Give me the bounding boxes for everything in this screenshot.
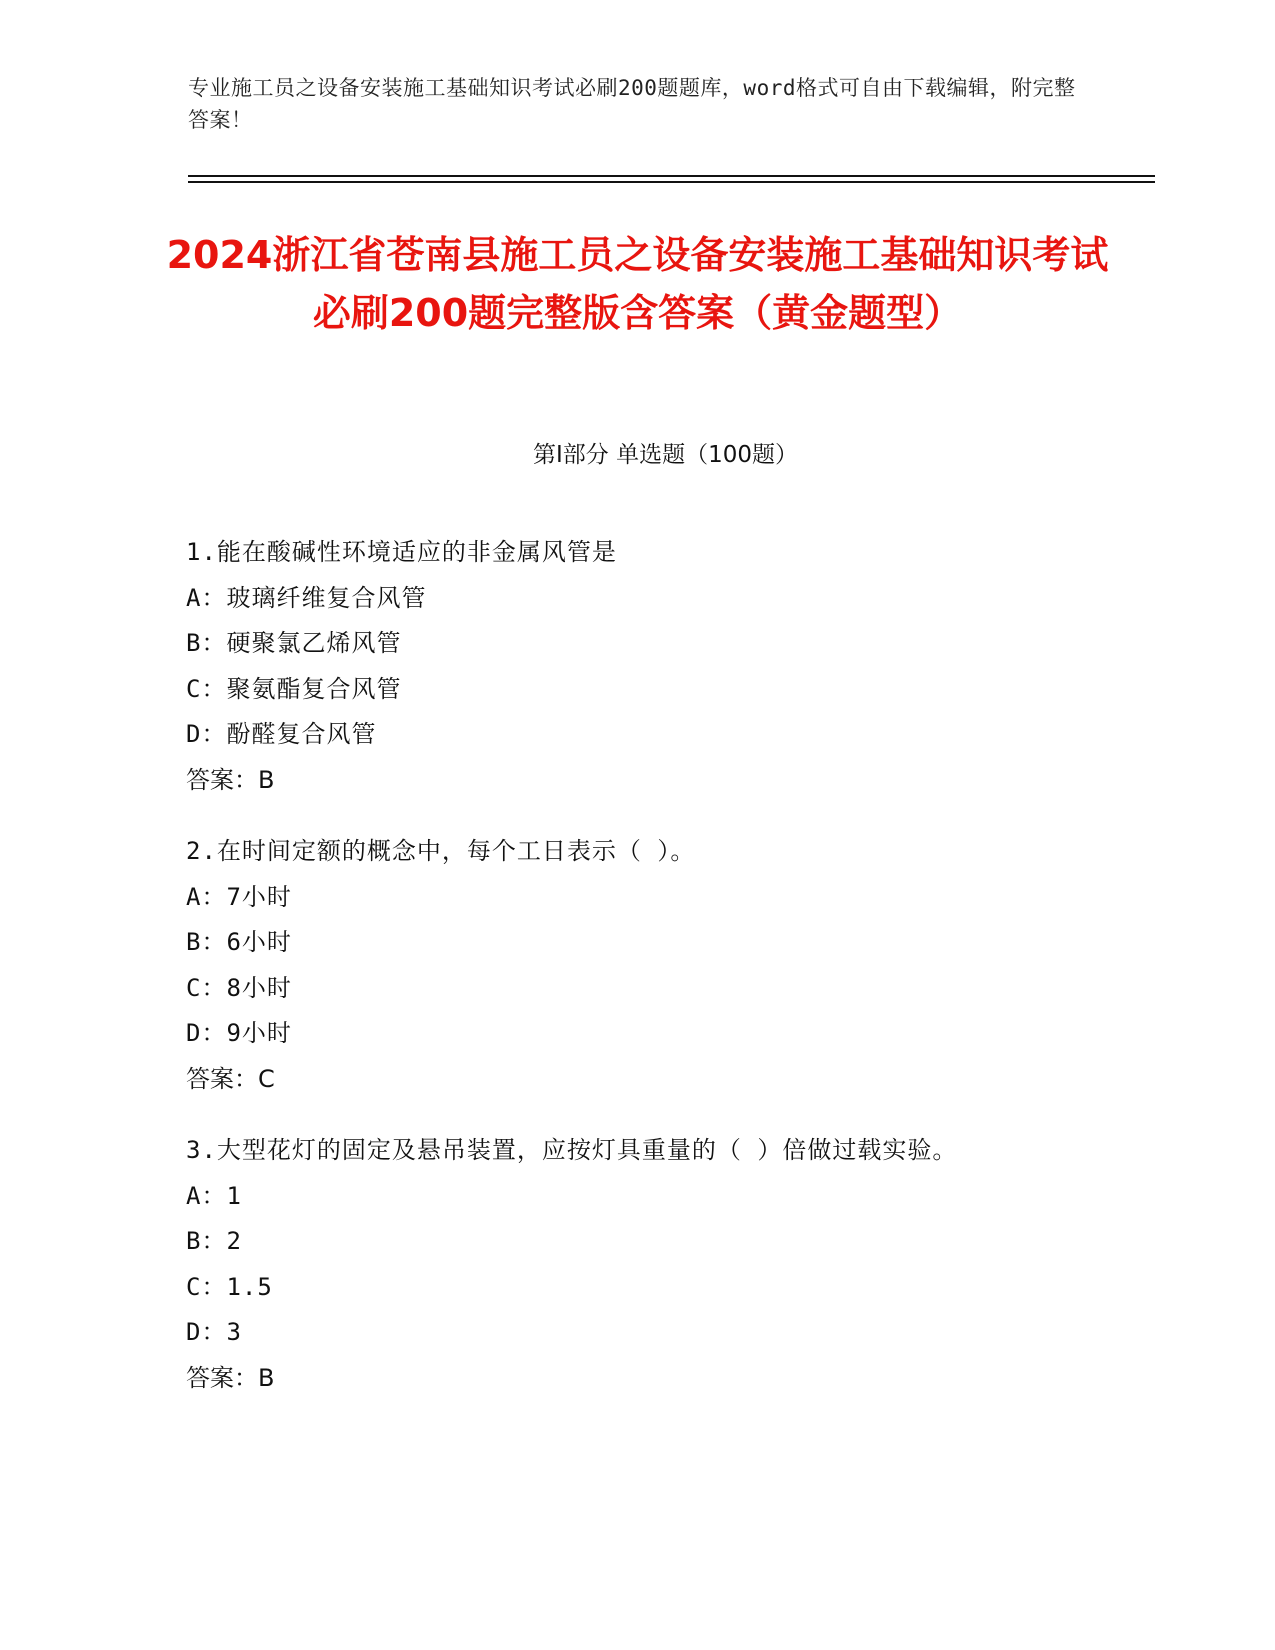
option-a: A：7小时 [186,882,292,911]
option-a: A：1 [186,1181,242,1210]
answer-line: 答案：C [186,1064,275,1093]
question-stem: 2.在时间定额的概念中，每个工日表示（ ）。 [186,837,696,865]
header-divider-top [188,175,1155,177]
answer-line: 答案：B [186,1363,275,1392]
option-d: D：3 [186,1318,242,1346]
option-b: B：6小时 [186,928,292,956]
section-heading: 第Ⅰ部分 单选题（100题） [533,442,798,468]
question-2 [186,829,1146,1102]
header-divider-bottom [188,181,1155,183]
question-list [186,530,1146,1427]
option-a: A：玻璃纤维复合风管 [186,583,427,612]
option-b: B：硬聚氯乙烯风管 [186,629,402,657]
document-title: 2024浙江省苍南县施工员之设备安装施工基础知识考试必刷200题完整版含答案（黄金题型） [166,233,1109,335]
question-stem: 3.大型花灯的固定及悬吊装置，应按灯具重量的（ ）倍做过载实验。 [186,1136,958,1164]
option-d: D：酚醛复合风管 [186,720,377,748]
question-1 [186,530,1146,803]
option-c: C：聚氨酯复合风管 [186,674,402,703]
option-d: D：9小时 [186,1019,292,1047]
question-stem: 1.能在酸碱性环境适应的非金属风管是 [186,538,617,566]
answer-line: 答案：B [186,765,275,794]
option-c: C：1.5 [186,1272,273,1301]
option-c: C：8小时 [186,973,292,1002]
header-note: 专业施工员之设备安装施工基础知识考试必刷200题题库，word格式可自由下载编辑，附完整答案！ [188,76,1076,132]
option-b: B：2 [186,1227,242,1255]
question-3 [186,1128,1146,1401]
